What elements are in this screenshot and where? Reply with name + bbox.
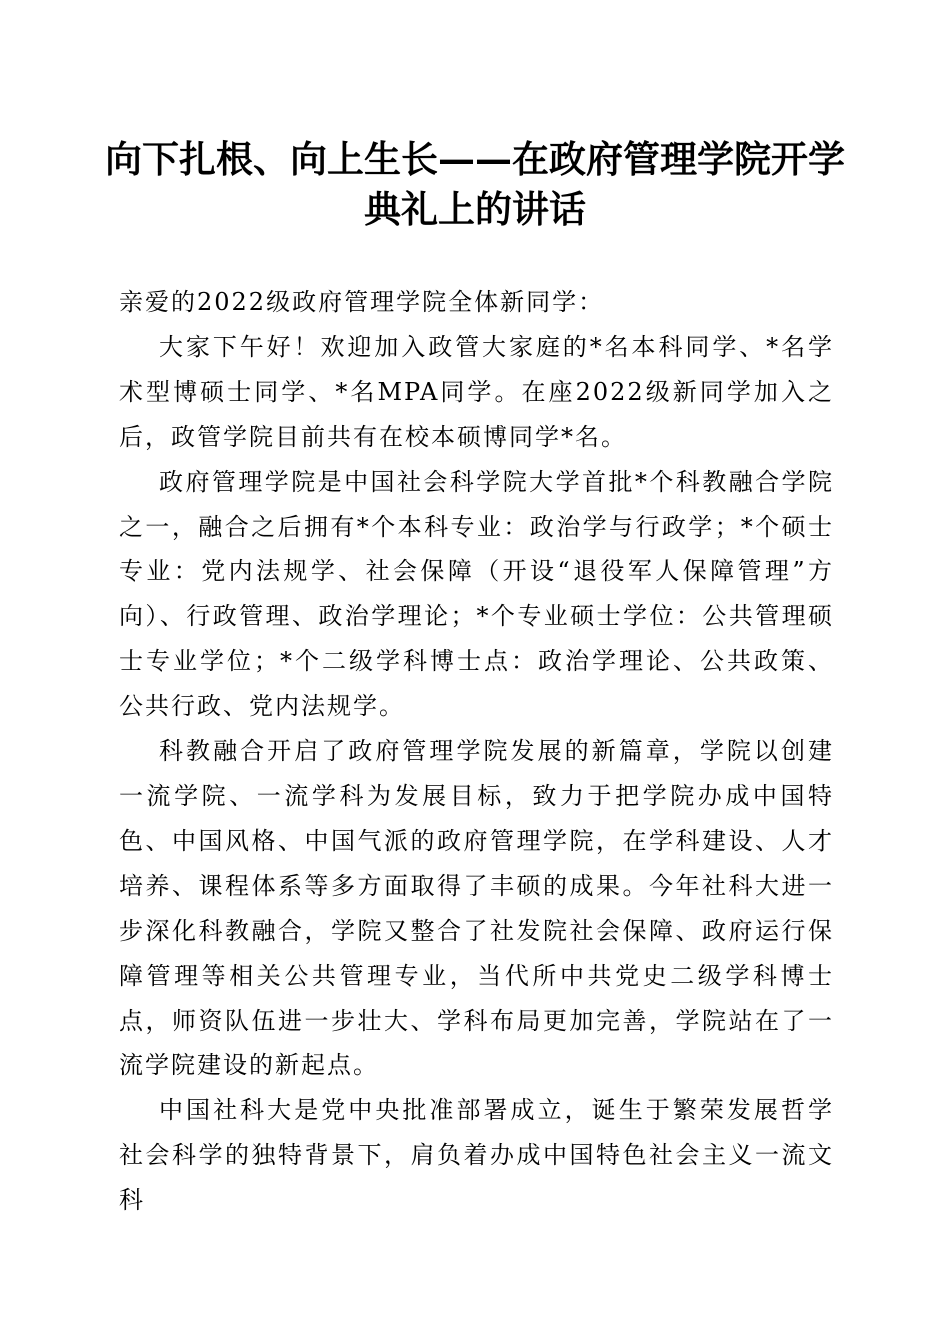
salutation: 亲爱的2022级政府管理学院全体新同学：: [119, 288, 605, 316]
paragraph-university-mission: 中国社科大是党中央批准部署成立，诞生于繁荣发展哲学社会科学的独特背景下，肩负着办成中国特色社会主义一流文科: [119, 1096, 834, 1215]
document-body: [119, 280, 834, 1223]
paragraph-school-overview: 政府管理学院是中国社会科学院大学首批*个科教融合学院之一，融合之后拥有*个本科专业：政治学与行政学；*个硕士专业：党内法规学、社会保障（开设“退役军人保障管理”方向）、行政管理、政治学理论；*个专业硕士学位：公共管理硕士专业学位；*个二级学科博士点：政治学理论、公共政策、公共行政、党内法规学。: [119, 467, 834, 721]
paragraph-development: 科教融合开启了政府管理学院发展的新篇章，学院以创建一流学院、一流学科为发展目标，致力于把学院办成中国特色、中国风格、中国气派的政府管理学院，在学科建设、人才培养、课程体系等多方面取得了丰硕的成果。今年社科大进一步深化科教融合，学院又整合了社发院社会保障、政府运行保障管理等相关公共管理专业，当代所中共党史二级学科博士点，师资队伍进一步壮大、学科布局更加完善，学院站在了一流学院建设的新起点。: [119, 737, 834, 1080]
paragraph-welcome: 大家下午好！欢迎加入政管大家庭的*名本科同学、*名学术型博硕士同学、*名MPA同学。在座2022级新同学加入之后，政管学院目前共有在校本硕博同学*名。: [119, 332, 834, 451]
document-title-line-2: 典礼上的讲话: [364, 187, 586, 231]
document-title-line-1: 向下扎根、向上生长——在政府管理学院开学: [105, 137, 845, 181]
